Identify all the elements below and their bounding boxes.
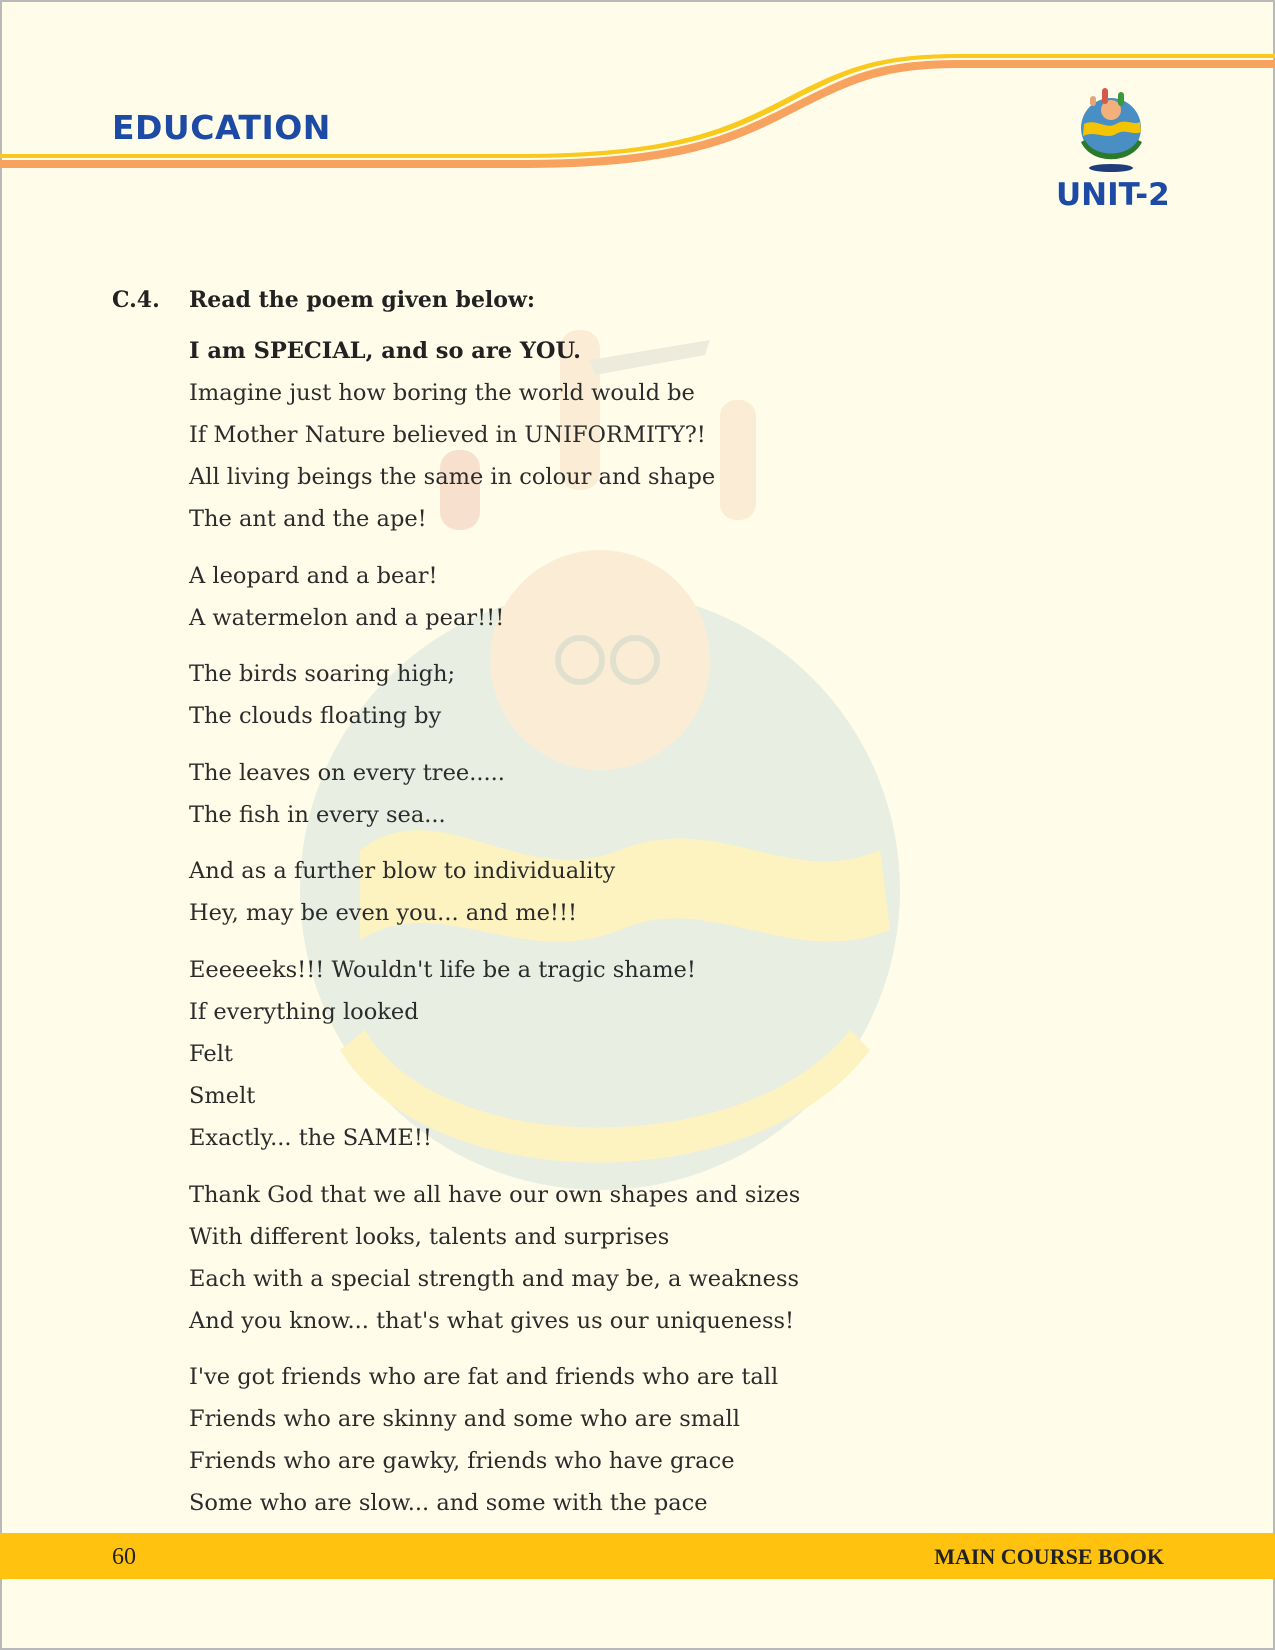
poem-line: And you know... that's what gives us our uniqueness! xyxy=(189,1308,795,1334)
poem-line: The fish in every sea... xyxy=(189,802,446,828)
poem-line: I've got friends who are fat and friends who are tall xyxy=(189,1364,779,1390)
poem-line: Each with a special strength and may be, a weakness xyxy=(189,1266,800,1292)
cbse-cce-logo xyxy=(1066,80,1156,176)
poem-line: Exactly... the SAME!! xyxy=(189,1125,432,1151)
poem-line: If everything looked xyxy=(189,999,419,1025)
poem-line: Friends who are gawky, friends who have grace xyxy=(189,1448,735,1474)
poem-line: And as a further blow to individuality xyxy=(189,858,616,884)
poem-line: Thank God that we all have our own shapes and sizes xyxy=(189,1182,801,1208)
page-number: 60 xyxy=(112,1544,136,1570)
question-instruction: Read the poem given below: xyxy=(189,287,536,313)
poem-line: The leaves on every tree..... xyxy=(189,760,505,786)
poem-line: A watermelon and a pear!!! xyxy=(189,605,505,631)
poem-line: All living beings the same in colour and shape xyxy=(189,464,716,490)
poem-line: Friends who are skinny and some who are small xyxy=(189,1406,740,1432)
poem-line: Imagine just how boring the world would be xyxy=(189,380,695,406)
poem-line: Some who are slow... and some with the pace xyxy=(189,1490,708,1516)
poem-line: Felt xyxy=(189,1041,233,1067)
poem-line: With different looks, talents and surprises xyxy=(189,1224,670,1250)
poem-line: Hey, may be even you... and me!!! xyxy=(189,900,578,926)
poem-line: If Mother Nature believed in UNIFORMITY?! xyxy=(189,422,706,448)
poem-line: The birds soaring high; xyxy=(189,661,456,687)
poem-line: The ant and the ape! xyxy=(189,506,427,532)
page-border-left xyxy=(0,0,2,1650)
book-name: MAIN COURSE BOOK xyxy=(934,1544,1164,1569)
poem-line: The clouds floating by xyxy=(189,703,442,729)
poem-line: Smelt xyxy=(189,1083,256,1109)
poem-title: I am SPECIAL, and so are YOU. xyxy=(189,338,581,364)
unit-label: UNIT-2 xyxy=(1056,177,1170,213)
poem-line: Eeeeeeks!!! Wouldn't life be a tragic shame! xyxy=(189,957,696,983)
poem-line: A leopard and a bear! xyxy=(189,563,438,589)
section-title: EDUCATION xyxy=(112,108,331,147)
question-number: C.4. xyxy=(112,287,160,313)
